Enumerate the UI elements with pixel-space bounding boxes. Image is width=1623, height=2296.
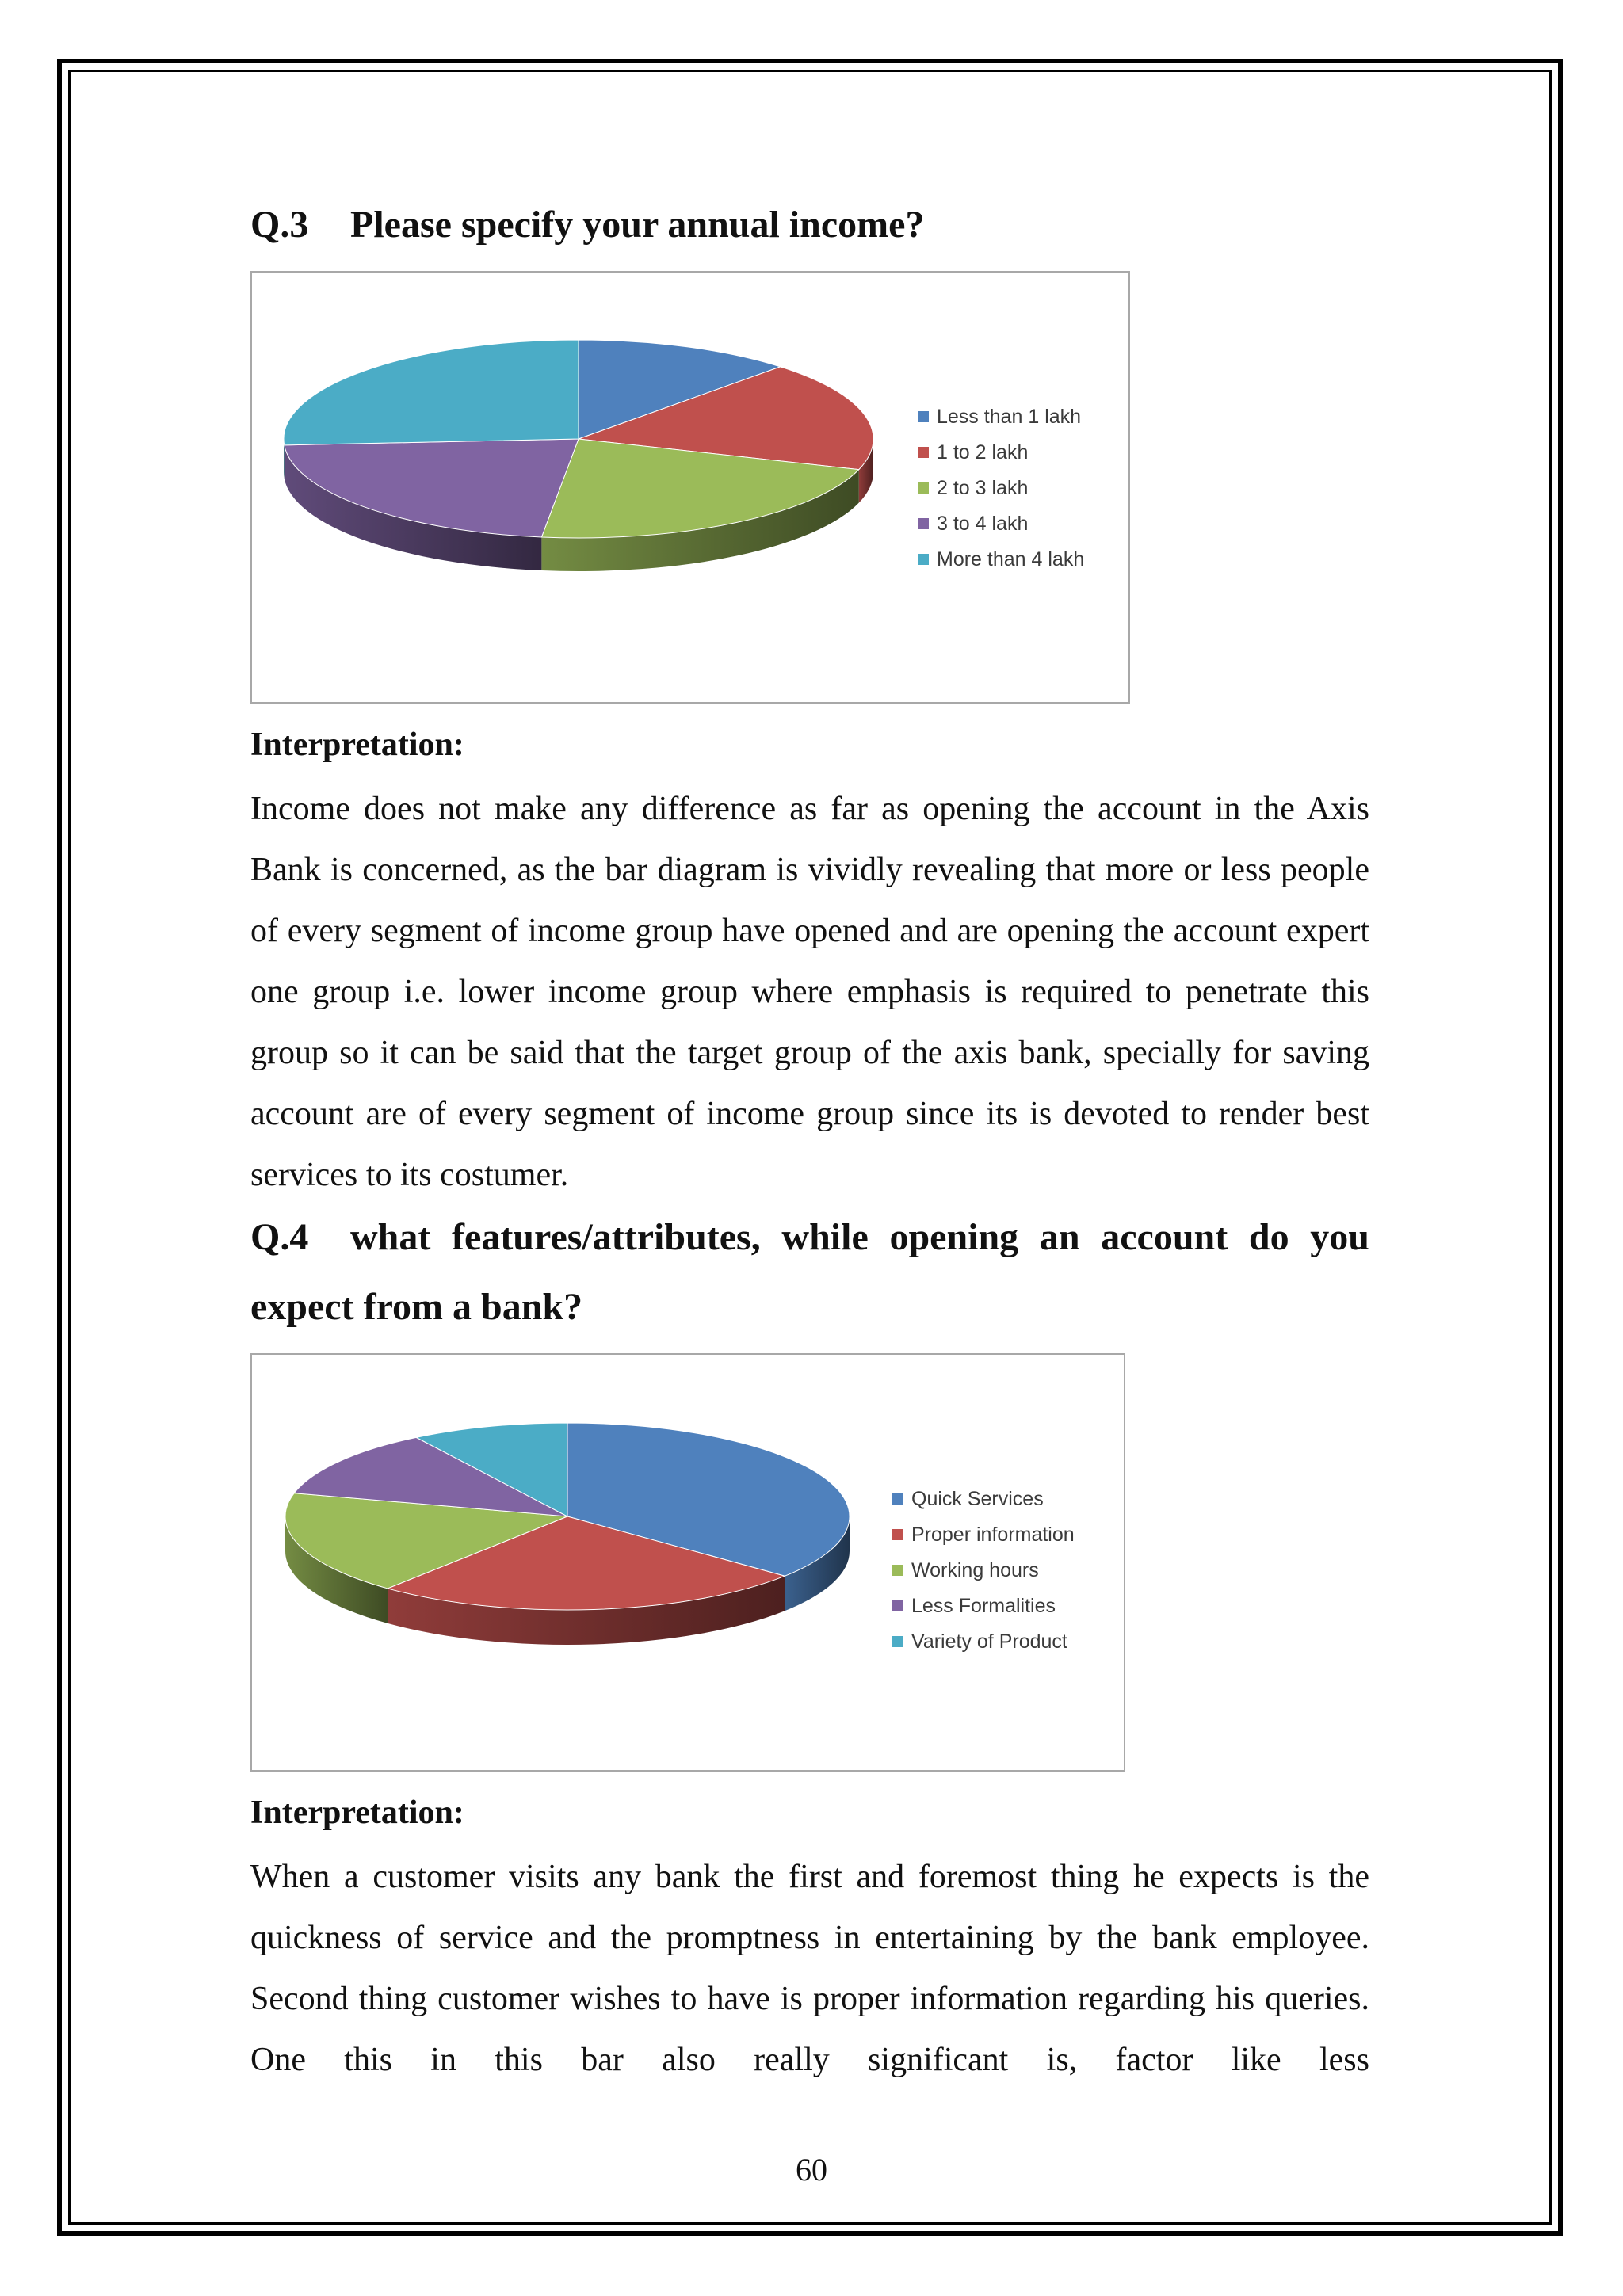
legend-item — [918, 435, 1084, 471]
q4-interpretation-heading: Interpretation: — [250, 1794, 464, 1831]
question-3-text: Please specify your annual income? — [350, 204, 925, 246]
legend-label: 2 to 3 lakh — [937, 477, 1029, 499]
legend-label: Less Formalities — [911, 1595, 1056, 1617]
legend-label: Proper information — [911, 1524, 1075, 1546]
q4-interpretation-text: When a customer visits any bank the first and foremost thing he expects is the quickness of service and the promptness in entertaining by the bank employee. Second thing customer wishes to have is proper information regarding his queries. One this in this bar also really significant is, factor like less — [250, 1859, 1369, 2078]
legend-item — [892, 1624, 1075, 1660]
question-4-number: Q.4 — [250, 1216, 309, 1258]
legend-swatch — [892, 1600, 903, 1611]
question-4-text: what features/attributes, while opening an account do you expect from a bank? — [250, 1216, 1369, 1328]
legend-swatch — [892, 1529, 903, 1540]
legend-swatch — [918, 411, 929, 422]
legend-item — [892, 1553, 1075, 1589]
legend-label: 1 to 2 lakh — [937, 441, 1029, 463]
legend-label: More than 4 lakh — [937, 548, 1085, 570]
legend-label: 3 to 4 lakh — [937, 513, 1029, 535]
legend-swatch — [918, 518, 929, 529]
question-4-heading — [250, 1203, 1369, 1342]
features-pie-chart — [250, 1353, 1125, 1772]
pie-slice-4 — [284, 340, 579, 445]
legend-label: Variety of Product — [911, 1630, 1067, 1653]
features-chart-legend — [892, 1482, 1075, 1660]
page-number: 60 — [796, 2152, 827, 2187]
income-chart-legend — [918, 399, 1084, 578]
legend-swatch — [918, 447, 929, 458]
legend-swatch — [918, 482, 929, 494]
legend-item — [918, 506, 1084, 542]
legend-label: Quick Services — [911, 1488, 1044, 1510]
legend-item — [892, 1482, 1075, 1517]
legend-swatch — [892, 1493, 903, 1505]
legend-label: Working hours — [911, 1559, 1039, 1581]
question-3-heading — [250, 190, 1369, 260]
legend-label: Less than 1 lakh — [937, 406, 1082, 428]
legend-item — [918, 471, 1084, 506]
legend-item — [918, 399, 1084, 435]
legend-item — [892, 1589, 1075, 1624]
legend-item — [918, 542, 1084, 578]
q3-interpretation-text: Income does not make any difference as far as opening the account in the Axis Bank is concerned, as the bar diagram is vividly revealing that more or less people of every segment of income group have opened and are opening the account expert one group i.e. lower income group where emphasis is required to penetrate this group so it can be said that the target group of the axis bank, specially for saving account are of every segment of income group since its is devoted to render best services to its costumer. — [250, 791, 1369, 1193]
legend-item — [892, 1517, 1075, 1553]
q3-interpretation-heading: Interpretation: — [250, 727, 464, 763]
question-3-number: Q.3 — [250, 204, 309, 246]
legend-swatch — [918, 554, 929, 565]
legend-swatch — [892, 1636, 903, 1647]
legend-swatch — [892, 1565, 903, 1576]
income-pie-chart — [250, 271, 1130, 704]
